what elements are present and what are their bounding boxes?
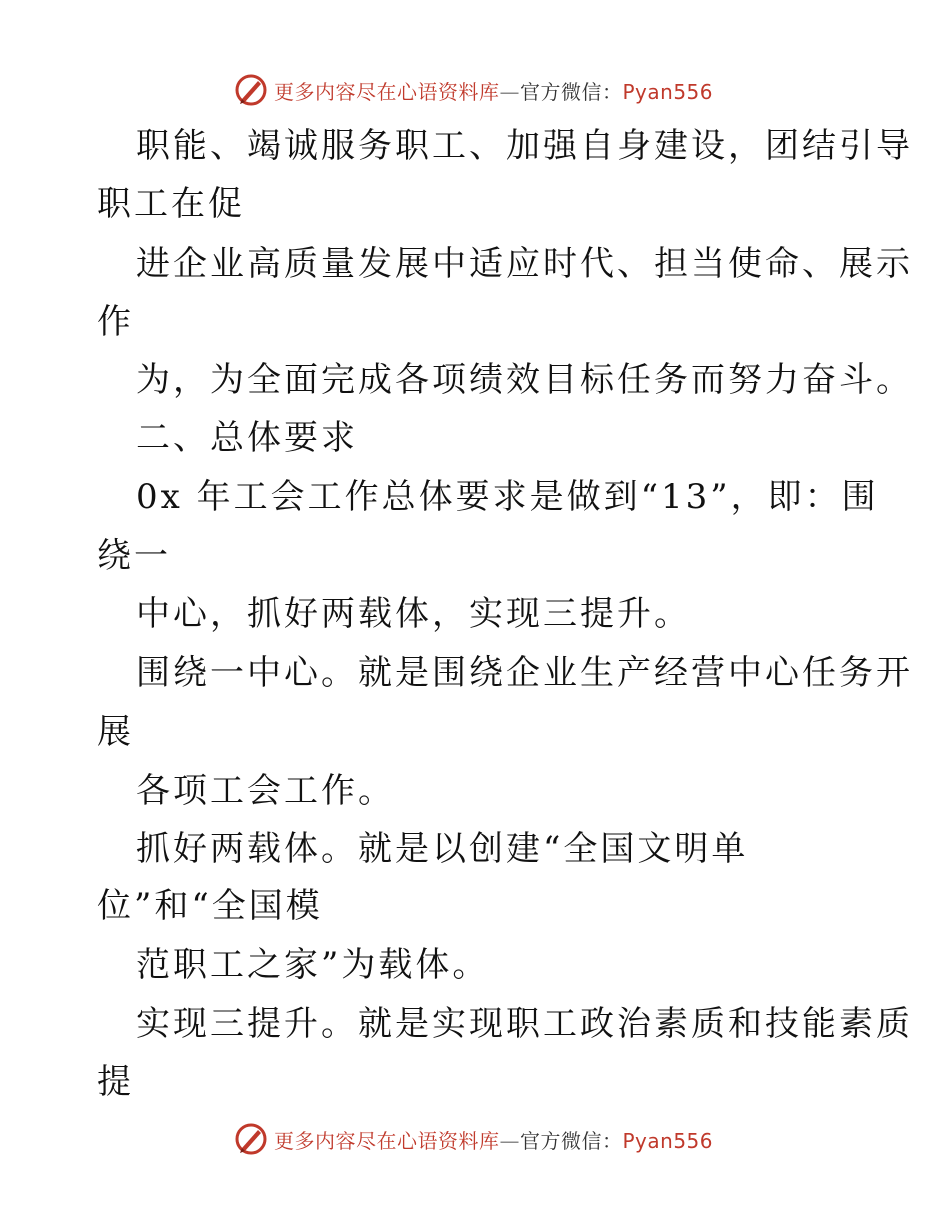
footer-banner bbox=[234, 1122, 713, 1156]
text-line: 职能、竭诚服务职工、加强自身建设，团结引导 bbox=[136, 126, 913, 166]
text-line: 进企业高质量发展中适应时代、担当使命、展示 bbox=[136, 244, 913, 284]
text-line: 提 bbox=[97, 1062, 134, 1102]
text-line: 范职工之家”为载体。 bbox=[136, 945, 490, 985]
text-line: 位”和“全国模 bbox=[97, 886, 323, 926]
section-heading: 二、总体要求 bbox=[136, 418, 358, 458]
text-line: 各项工会工作。 bbox=[136, 771, 395, 811]
text-line: 0x 年工会工作总体要求是做到“13”，即：围 bbox=[136, 477, 879, 517]
text-line: 实现三提升。就是实现职工政治素质和技能素质 bbox=[136, 1004, 913, 1044]
banner-text bbox=[274, 1125, 713, 1154]
banner-separator: — bbox=[499, 1128, 520, 1153]
banner-title: 更多内容尽在心语资料库 bbox=[274, 79, 500, 104]
wechat-id: Pyan556 bbox=[622, 1128, 714, 1153]
text-line: 抓好两载体。就是以创建“全国文明单 bbox=[136, 829, 749, 869]
wechat-label: 官方微信： bbox=[520, 1128, 623, 1153]
text-line: 展 bbox=[97, 712, 134, 752]
text-line: 为，为全面完成各项绩效目标任务而努力奋斗。 bbox=[136, 360, 913, 400]
wechat-label: 官方微信： bbox=[520, 79, 623, 104]
wechat-id: Pyan556 bbox=[622, 79, 714, 104]
text-line: 围绕一中心。就是围绕企业生产经营中心任务开 bbox=[136, 653, 913, 693]
text-line: 作 bbox=[97, 302, 134, 342]
text-line: 绕一 bbox=[97, 536, 171, 576]
text-line: 职工在促 bbox=[97, 184, 245, 224]
pen-logo-icon bbox=[234, 1122, 268, 1156]
banner-title: 更多内容尽在心语资料库 bbox=[274, 1128, 500, 1153]
banner-separator: — bbox=[499, 79, 520, 104]
text-line: 中心，抓好两载体，实现三提升。 bbox=[136, 594, 691, 634]
